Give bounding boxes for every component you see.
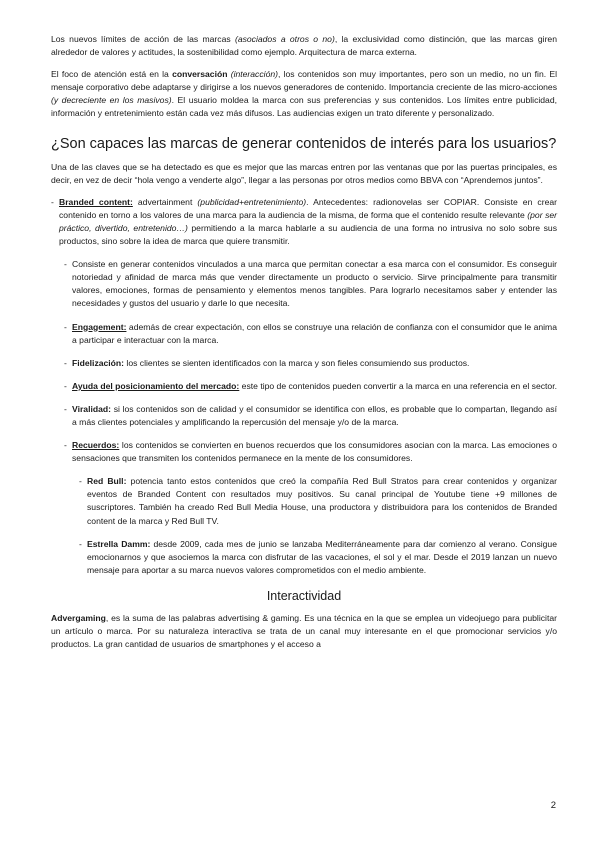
text: . El usuario moldea la marca con sus preferencias y sus contenidos. Los límites entre publicidad, información y entretenimiento están cada vez más difusos. Las audiencias exigen un trato diferente y personalizado.	[51, 95, 557, 119]
text: El foco de atención está en la	[51, 69, 173, 80]
text: si los contenidos son de calidad y el consumidor se identifica con ellos, es probable que lo compartan, llegando así a más clientes potenciales y amplificando la repercusión del mensaje y/o de la marca.	[72, 403, 557, 427]
italic-text: (interacción)	[230, 69, 278, 80]
section-heading: ¿Son capaces las marcas de generar contenidos de interés para los usuarios?	[51, 135, 557, 152]
list-item-red-bull	[79, 475, 557, 527]
bold-label: Branded content:	[59, 196, 133, 207]
section-heading-interactividad: Interactividad	[266, 588, 342, 603]
text: Los nuevos límites de acción de las marcas	[51, 34, 235, 44]
page-number: 2	[550, 800, 556, 811]
text: , es la suma de las palabras advertising & gaming. Es una técnica en la que se emplea un videojuego para publicitar un artículo o marca. Por su naturaleza interactiva se trata de un canal muy interesante en el que promocionar servicios y/o productos. La gran cantidad de usuarios de smartphones y el acceso a	[51, 612, 557, 650]
text: los contenidos se convierten en buenos recuerdos que los consumidores asocian con la marca. Las emociones o sensaciones que transmiten los contenidos permanece en la mente de los consumidores.	[72, 440, 557, 464]
bullet-dash: -	[64, 380, 67, 391]
text: advertainment	[132, 196, 198, 207]
bullet-dash: -	[64, 403, 67, 414]
list-item-estrella-damm	[79, 538, 557, 577]
sub-list	[51, 258, 557, 465]
document-page	[51, 33, 557, 660]
italic-text: (publicidad+entretenimiento)	[197, 196, 307, 207]
bold-label: Viralidad:	[72, 403, 112, 414]
italic-text: (asociados a otros o no)	[234, 34, 335, 44]
text: Consiste en generar contenidos vinculados a una marca que permitan conectar a esa marca con el consumidor. Es conseguir notoriedad y afinidad de marca más que vender directamente un producto o servicio. Sirve principalmente para transmitir valores, emociones, formas de pensamiento y elementos menos tangibles. Para lograrlo necesitamos saber y entender las necesidades y gustos del usuario y darle lo que necesita.	[72, 259, 557, 309]
bold-label: Engagement:	[72, 321, 127, 332]
paragraph-advergaming	[51, 612, 557, 651]
bullet-dash: -	[64, 259, 67, 270]
bold-label: Estrella Damm:	[87, 538, 151, 549]
bold-label: Fidelización:	[72, 357, 125, 368]
text: este tipo de contenidos pueden convertir a la marca en una referencia en el sector.	[239, 380, 557, 391]
italic-text: (por ser práctico, divertido, entretenido…)	[59, 209, 558, 233]
italic-text: (y decreciente en los masivos)	[51, 95, 172, 106]
paragraph-keys: Una de las claves que se ha detectado es que es mejor que las marcas entren por las ventanas que por las puertas principales, es decir, en vez de decir “hola vengo a venderte algo”, llegar a las personas por otros medios como BBVA con “Aprendemos juntos”.	[51, 161, 557, 185]
bold-label: Ayuda del posicionamiento del mercado:	[72, 380, 240, 391]
bold-label: Red Bull:	[87, 476, 127, 487]
bullet-dash: -	[64, 357, 67, 368]
list-item-viralidad	[64, 403, 557, 429]
main-list	[51, 196, 557, 248]
bullet-dash: -	[64, 321, 67, 332]
list-item-engagement	[64, 321, 557, 347]
paragraph-conversation	[51, 68, 557, 120]
bold-label: Recuerdos:	[72, 440, 120, 451]
bullet-dash: -	[79, 538, 82, 549]
text: , la exclusividad como distinción, que las marcas giren alrededor de valores y actitudes, la sostenibilidad como ejemplo. Arquitectura de marca externa.	[51, 34, 557, 58]
bullet-dash: -	[51, 196, 54, 207]
example-list	[51, 475, 557, 577]
text: permitiendo a la marca hablarle a su audiencia de una forma no intrusiva no solo sobre sus productos, sino sobre la idea de marca que quiere transmitir.	[59, 222, 557, 247]
list-item-fidelizacion	[64, 357, 557, 370]
text: potencia tanto estos contenidos que creó la compañía Red Bull Stratos para crear contenidos y organizar eventos de Branded Content con resultados muy positivos. Su canal principal de Youtube tiene +9 millones de suscriptores. También ha creado Red Bull Media House, una productora y distribuidora para los contenidos de Branded content de la marca y Red Bull TV.	[87, 476, 557, 526]
bold-label: Advergaming	[51, 612, 106, 623]
text: los clientes se sienten identificados con la marca y son fieles consumiendo sus productos.	[124, 357, 470, 368]
list-item-consiste	[64, 258, 557, 310]
list-item-branded-content	[51, 196, 558, 248]
text: , los contenidos son muy importantes, pero son un medio, no un fin. El mensaje corporativo debe adaptarse y dirigirse a los nuevos generadores de contenido. Importancia creciente de las micro-acciones	[51, 69, 557, 93]
text: desde 2009, cada mes de junio se lanzaba Mediterráneamente para dar comienzo al verano. Consigue emocionarnos y que asociemos la marca con disfrutar de las vacaciones, el sol y el mar. Desde el 2019 lanzan un nuevo mensaje para aportar a su marca nuevos valores comprometidos con el medio ambiente.	[87, 538, 557, 575]
text: . Antecedentes: radionovelas ser COPIAR. Consiste en crear contenido en torno a los valores de una marca para la audiencia de la misma, de forma que el contenido resulte relevante	[59, 196, 558, 220]
bullet-dash: -	[79, 476, 82, 487]
text: además de crear expectación, con ellos se construye una relación de confianza con el consumidor que le anima a participar e interactuar con la marca.	[72, 321, 557, 345]
bold-text: conversación	[172, 69, 228, 80]
paragraph-brand-limits	[51, 33, 557, 59]
bullet-dash: -	[64, 440, 67, 451]
list-item-recuerdos	[64, 439, 557, 465]
list-item-ayuda	[64, 380, 557, 393]
